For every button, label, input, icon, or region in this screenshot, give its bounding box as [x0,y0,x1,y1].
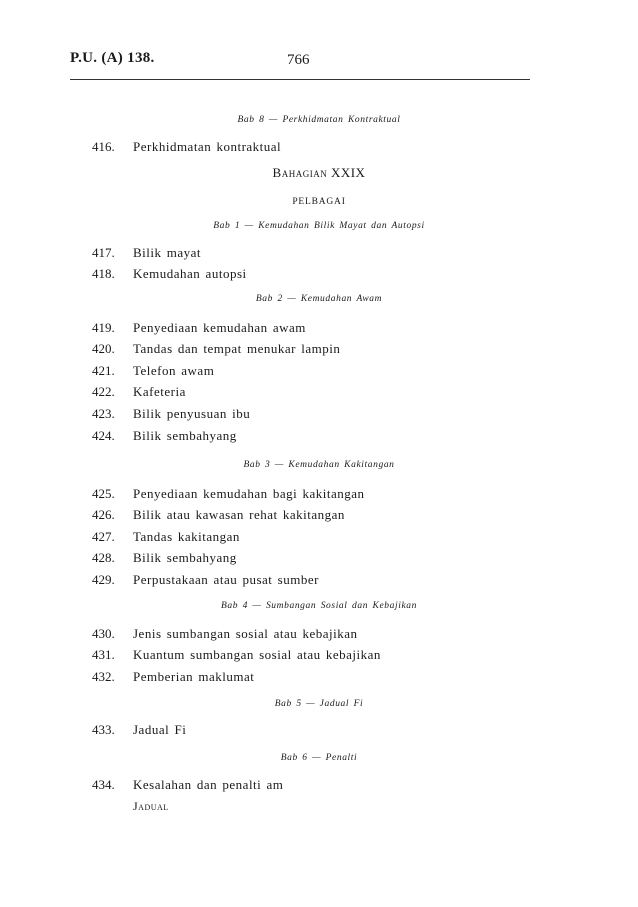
item-label: Kafeteria [133,384,186,399]
item-number: 421. [92,363,115,378]
part-numeral: XXIX [330,165,366,180]
item-number: 428. [92,550,115,565]
item-number: 423. [92,406,115,421]
item-label: Tandas kakitangan [133,529,240,544]
chapter-heading-bab-1: Bab 1 — Kemudahan Bilik Mayat dan Autopsi [213,221,425,231]
item-number: 424. [92,428,115,443]
chapter-heading-bab-6: Bab 6 — Penalti [280,753,358,763]
item-number: 433. [92,722,115,737]
item-number: 417. [92,245,115,260]
chapter-heading-bab-8: Bab 8 — Perkhidmatan Kontraktual [237,115,401,125]
header-rule [70,79,530,80]
item-number: 419. [92,320,115,335]
page-number: 766 [287,52,310,68]
schedule-label[interactable]: Jadual [133,799,169,813]
item-number: 432. [92,669,115,684]
item-label: Kemudahan autopsi [133,266,247,281]
item-label: Bilik atau kawasan rehat kakitangan [133,507,345,522]
item-label: Bilik penyusuan ibu [133,406,251,421]
item-number: 430. [92,626,115,641]
item-label: Kesalahan dan penalti am [133,777,284,792]
item-number: 429. [92,572,115,587]
item-number: 425. [92,486,115,501]
item-label: Penyediaan kemudahan bagi kakitangan [133,486,365,501]
item-label: Pemberian maklumat [133,669,255,684]
chapter-heading-bab-2: Bab 2 — Kemudahan Awam [255,294,383,304]
item-label: Perpustakaan atau pusat sumber [133,572,319,587]
item-label: Tandas dan tempat menukar lampin [133,341,341,356]
item-number: 418. [92,266,115,281]
item-label: Bilik mayat [133,245,202,260]
part-prefix: Bahagian [272,165,328,180]
item-number: 416. [92,139,115,154]
item-label: Bilik sembahyang [133,428,237,443]
item-number: 431. [92,647,115,662]
item-label: Perkhidmatan kontraktual [133,139,282,154]
item-number: 434. [92,777,115,792]
chapter-heading-bab-5: Bab 5 — Jadual Fi [274,699,364,709]
item-label: Jenis sumbangan sosial atau kebajikan [133,626,358,641]
item-label: Telefon awam [133,363,215,378]
item-number: 426. [92,507,115,522]
chapter-heading-bab-4: Bab 4 — Sumbangan Sosial dan Kebajikan [221,601,417,611]
item-number: 427. [92,529,115,544]
regulation-reference: P.U. (A) 138. [70,50,155,66]
part-heading-xxix [0,164,638,182]
chapter-heading-bab-3: Bab 3 — Kemudahan Kakitangan [243,460,395,470]
item-label: Bilik sembahyang [133,550,237,565]
item-number: 422. [92,384,115,399]
item-label: Jadual Fi [133,722,187,737]
item-number: 420. [92,341,115,356]
item-label: Kuantum sumbangan sosial atau kebajikan [133,647,381,662]
item-label: Penyediaan kemudahan awam [133,320,306,335]
part-title-pelbagai: PELBAGAI [292,197,346,207]
